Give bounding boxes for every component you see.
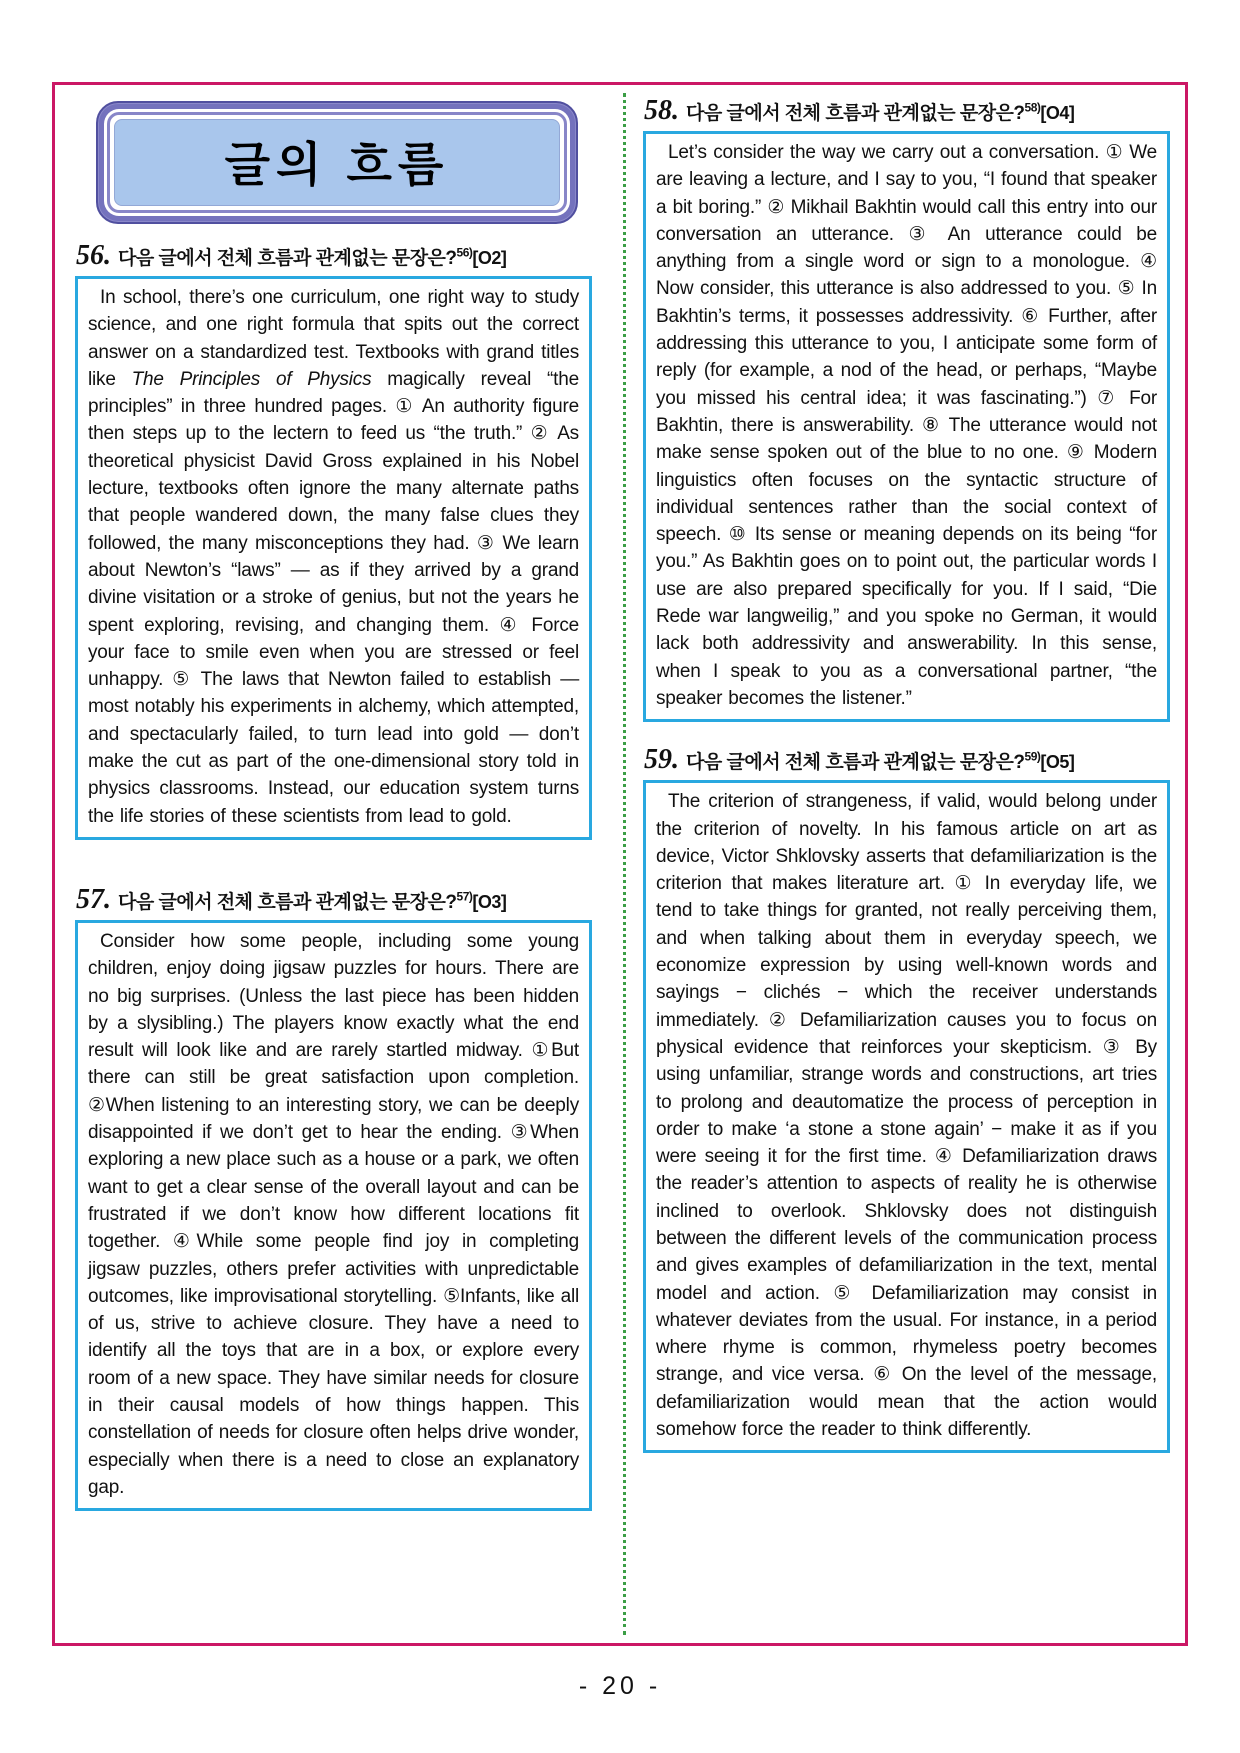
- question-58-passage-box: [643, 131, 1170, 722]
- question-number: 56.: [76, 240, 111, 271]
- column-divider: [623, 93, 626, 1635]
- question-56-header: [76, 242, 592, 270]
- page-number: - 20 -: [578, 1672, 662, 1700]
- question-number: 59.: [644, 744, 679, 776]
- question-57: [75, 883, 592, 1511]
- question-number: 58.: [644, 95, 679, 126]
- question-code: [O3]: [472, 891, 507, 912]
- section-title-box: [96, 101, 578, 224]
- question-prompt: 다음 글에서 전체 흐름과 관계없는 문장은?$^{59)}$[O5]: [686, 749, 1075, 774]
- question-57-header: [76, 883, 592, 915]
- question-footnote: 58): [1024, 100, 1041, 115]
- question-code: [O4]: [1040, 103, 1075, 123]
- question-56-passage-box: [75, 276, 592, 840]
- passage-text: Consider how some people, including some young children, enjoy doing jigsaw puzzles for hours. There are no big surprises. (Unless the last piece has been hidden by a slysibling.) The players know exactly what the end result will look like and are rarely startled midway. ①But there can still be great satisfaction upon completion. ②When listening to an interesting story, we can be deeply disappointed if we don’t get to hear the ending. ③When exploring a new place such as a house or a park, we often want to get a clear sense of the overall layout and can be frustrated if we don’t know how different locations fit together. ④While some people find joy in completing jigsaw puzzles, others prefer activities with unpredictable outcomes, like improvisational storytelling. ⑤Infants, like all of us, strive to achieve closure. They have a need to identify all the toys that are in a box, or explore every room of a new space. They have similar needs for closure in their causal models of how things happen. This constellation of needs for closure often helps drive wonder, especially when there is a need to close an explanatory gap.: [88, 930, 579, 1498]
- right-column: [643, 97, 1170, 1453]
- question-number: 57.: [76, 883, 111, 915]
- question-prompt: 다음 글에서 전체 흐름과 관계없는 문장은?$^{57)}$[O3]: [118, 889, 507, 913]
- question-57-passage-box: [75, 920, 592, 1511]
- question-footnote: 56): [456, 245, 473, 260]
- question-prompt: 다음 글에서 전체 흐름과 관계없는 문장은?$^{58)}$[O4]: [686, 100, 1075, 124]
- passage-text: In school, there’s one curriculum, one right way to study science, and one right formula that spits out the correct answer on a standardized test. Textbooks with grand titles like The Principles of Physics magically reveal “the principles” in three hundred pages. ① An authority figure then steps up to the lectern to feed us “the truth.” ② As theoretical physicist David Gross explained in his Nobel lecture, textbooks often ignore the many alternate paths that people wandered down, the many false clues they followed, the many misconceptions they had. ③ We learn about Newton’s “laws” — as if they arrived by a grand divine visitation or a stroke of genius, but not the years he spent exploring, revising, and changing them. ④ Force your face to smile even when you are stressed or feel unhappy. ⑤ The laws that Newton failed to establish — most notably his experiments in alchemy, which attempted, and spectacularly failed, to turn lead into gold — don’t make the cut as part of the one-dimensional story told in physics classrooms. Instead, our education system turns the life stories of these scientists from lead to gold.: [88, 287, 579, 827]
- question-56: [75, 242, 592, 840]
- question-58: [643, 97, 1170, 722]
- page-border: [52, 82, 1188, 1646]
- section-title: 글의 흐름: [224, 138, 450, 191]
- passage-text: The criterion of strangeness, if valid, would belong under the criterion of novelty. In his famous article on art as device, Victor Shklovsky asserts that defamiliarization is the criterion that makes literature art. ① In everyday life, we tend to take things for granted, not really perceiving them, and when talking about them in everyday speech, we economize expression by using well-known words and sayings − clichés − which the receiver understands immediately. ② Defamiliarization causes you to focus on physical evidence that reinforces your skepticism. ③ By using unfamiliar, strange words and constructions, art tries to prolong and deautomatize the process of perception in order to make ‘a stone a stone again’ − make it as if you were seeing it for the first time. ④ Defamiliarization draws the reader’s attention to aspects of reality he is otherwise inclined to overlook. Shklovsky does not distinguish between the different levels of the communication process and gives examples of defamiliarization in the text, mental model and action. ⑤ Defamiliarization may consist in whatever deviates from the usual. For instance, in a period where rhyme is common, rhymeless poetry becomes strange, and vice versa. ⑥ On the level of the message, defamiliarization would mean that the action would somehow force the reader to think differently.: [656, 791, 1157, 1441]
- question-59-header: [644, 746, 1170, 774]
- question-footnote: 59): [1024, 749, 1041, 764]
- question-code: [O2]: [472, 248, 507, 268]
- left-column: [75, 101, 592, 1511]
- question-code: [O5]: [1040, 752, 1075, 773]
- question-59-passage-box: [643, 780, 1170, 1453]
- question-58-header: [644, 97, 1170, 125]
- question-prompt: 다음 글에서 전체 흐름과 관계없는 문장은?$^{56)}$[O2]: [118, 245, 507, 269]
- question-footnote: 57): [456, 889, 473, 904]
- question-59: [643, 746, 1170, 1453]
- passage-text: Let’s consider the way we carry out a conversation. ① We are leaving a lecture, and I say to you, “I found that speaker a bit boring.” ② Mikhail Bakhtin would call this entry into our conversation an utterance. ③ An utterance could be anything from a single word or sign to a monologue. ④ Now consider, this utterance is also addressed to you. ⑤ In Bakhtin’s terms, it possesses addressivity. ⑥ Further, after addressing this utterance to you, I anticipate some form of reply (for example, a nod of the head, or perhaps, “Maybe you missed his central idea; it was fascinating.”) ⑦ For Bakhtin, there is answerability. ⑧ The utterance would not make sense spoken out of the blue to no one. ⑨ Modern linguistics often focuses on the syntactic structure of individual sentences rather than the social context of speech. ⑩ Its sense or meaning depends on its being “for you.” As Bakhtin goes on to point out, the particular words I use are also prepared specifically for you. If I said, “Die Rede war langweilig,” and you spoke no German, it would lack both addressivity and answerability. In this sense, when I speak to you as a conversational partner, “the speaker becomes the listener.”: [656, 142, 1157, 709]
